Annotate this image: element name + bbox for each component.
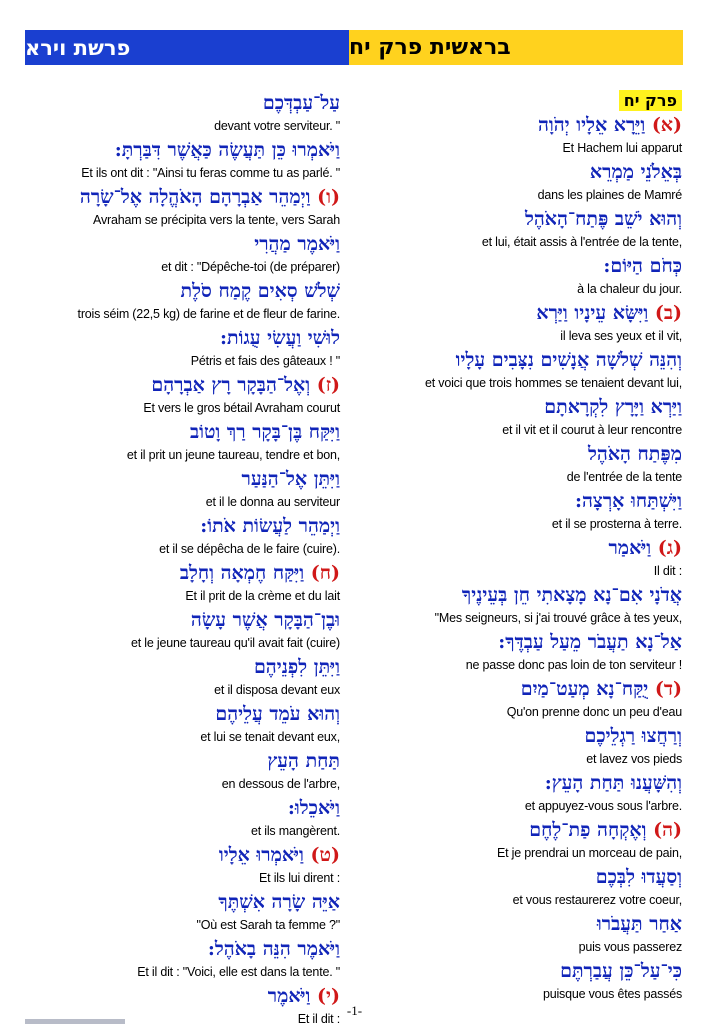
verse-number: (ט) [310,844,340,866]
hebrew-text: וְסַעֲדוּ לִבְּכֶם [595,866,682,888]
hebrew-verse-line [544,394,682,420]
verse-number: (ג) [657,537,682,559]
french-translation-line: Et il dit : "Voici, elle est dans la tente. " [137,965,340,979]
french-translation-line: Et je prendrai un morceau de pain, [497,846,682,860]
french-translation-line: et lui se tenait devant eux, [200,730,340,744]
french-translation-line: et lavez vos pieds [586,752,682,766]
hebrew-verse-line [521,676,682,702]
hebrew-verse-line [254,231,340,257]
french-translation-line: Et il prit de la crème et du lait [185,589,340,603]
hebrew-text: וַיִּתֵּן אֶל־הַנַּעַר [241,468,340,490]
hebrew-verse-line [180,560,340,586]
hebrew-verse-line [608,535,682,561]
french-translation-line: "Mes seigneurs, si j'ai trouvé grâce à tes yeux, [434,611,682,625]
french-translation-line: et lui, était assis à l'entrée de la tente, [481,235,682,249]
hebrew-text: לוּשִׁי וַעֲשִׂי עֻגוֹת: [220,327,340,349]
hebrew-text: וַיִּתֵּן לִפְנֵיהֶם [253,656,340,678]
hebrew-text: וַיְמַהֵר לַעֲשׂוֹת אֹתוֹ: [200,515,340,537]
hebrew-verse-line [288,795,340,821]
chapter-label: פרק יח [619,90,682,111]
hebrew-text: וְרַחֲצוּ רַגְלֵיכֶם [584,725,682,747]
hebrew-verse-line [220,325,340,351]
hebrew-text: יֻקַּח־נָא מְעַט־מַיִם [520,678,649,700]
verse-number: (י) [317,985,340,1007]
page-number: -1- [346,1003,363,1018]
hebrew-text: וְאֶקְחָה פַת־לֶחֶם [529,819,647,841]
bottom-strip [25,1019,125,1024]
hebrew-verse-line [267,748,340,774]
hebrew-text: וְהוּא יֹשֵׁב פֶּתַח־הָאֹהֶל [524,208,682,230]
hebrew-text: וַיֹּאמֶר הִנֵּה בָאֹהֶל: [207,938,340,960]
french-translation-line: et appuyez-vous sous l'arbre. [524,799,682,813]
hebrew-text: וַיֹּאמְרוּ אֵלָיו [218,844,304,866]
hebrew-verse-line [590,159,682,185]
french-translation-line: et il vit et il courut à leur rencontre [502,423,682,437]
french-translation-line: et vous restaurerez votre coeur, [512,893,682,907]
verse-number: (ד) [654,678,682,700]
hebrew-verse-line [529,817,682,843]
hebrew-verse-line [208,936,340,962]
hebrew-verse-line [525,206,682,232]
hebrew-text: וַיֵּרָא אֵלָיו יְהֹוָה [537,114,646,136]
hebrew-text: וְהוּא עֹמֵד עֲלֵיהֶם [215,703,340,725]
french-translation-line: Qu'on prenne donc un peu d'eau [506,705,682,719]
hebrew-text: מִפֶּתַח הָאֹהֶל [588,443,682,465]
french-translation-line: de l'entrée de la tente [566,470,682,484]
hebrew-text: שְׁלֹשׁ סְאִים קֶמַח סֹלֶת [180,280,340,302]
hebrew-text: וּבֶן־הַבָּקָר אֲשֶׁר עָשָׂה [190,609,340,631]
hebrew-verse-line [596,864,682,890]
hebrew-text: אֲדֹנָי אִם־נָא מָצָאתִי חֵן בְּעֵינֶיךָ [461,584,682,606]
hebrew-verse-line [456,347,682,373]
hebrew-verse-line [498,629,682,655]
hebrew-text: אַיֵּה שָׂרָה אִשְׁתֶּךָ [218,891,340,913]
french-translation-line: Et ils ont dit : "Ainsi tu feras comme tu as parlé. " [81,166,340,180]
hebrew-text: וְהִשָּׁעֲנוּ תַּחַת הָעֵץ: [544,772,682,794]
hebrew-verse-line [263,90,340,116]
hebrew-verse-line [181,278,340,304]
hebrew-text: וַיִּקַּח בֶּן־בָּקָר רַךְ וָטוֹב [189,421,340,443]
page-header [25,30,683,65]
hebrew-verse-line [597,911,682,937]
french-translation-line: en dessous de l'arbre, [221,777,340,791]
hebrew-verse-line [538,112,682,138]
french-translation-line: Avraham se précipita vers la tente, vers Sarah [93,213,340,227]
hebrew-verse-line [190,419,340,445]
hebrew-text: וַיַּרְא וַיָּרָץ לִקְרָאתָם [544,396,682,418]
hebrew-text: וַיֹּאמֶר מַהֲרִי [254,233,340,255]
hebrew-verse-line [588,441,682,467]
french-translation-line: Et il dit : [297,1012,340,1026]
french-translation-line: et le jeune taureau qu'il avait fait (cuire) [131,636,340,650]
french-translation-line: "Où est Sarah ta femme ?" [196,918,340,932]
verse-number: (א) [651,114,682,136]
hebrew-text: וַיִּשְׁתַּחוּ אָרְצָה: [574,490,682,512]
hebrew-verse-line [560,958,682,984]
french-translation-line: trois séim (22,5 kg) de farine et de fleur de farine. [77,307,340,321]
left-column [40,90,340,1030]
french-translation-line: Il dit : [653,564,682,578]
hebrew-text: וַיֹּאמַר [608,537,652,559]
hebrew-verse-line [585,723,683,749]
hebrew-text: עַל־עַבְדְּכֶם [262,92,340,114]
verse-number: (ח) [310,562,340,584]
hebrew-verse-line [242,466,340,492]
french-translation-line: et dit : "Dépêche-toi (de préparer) [161,260,340,274]
french-translation-line: et il le donna au serviteur [205,495,340,509]
hebrew-verse-line [575,488,682,514]
hebrew-verse-line [603,253,682,279]
verse-number: (ב) [654,302,682,324]
hebrew-text: כְּחֹם הַיּוֹם: [603,255,682,277]
hebrew-text: וַיִּשָּׂא עֵינָיו וַיַּרְא [536,302,649,324]
parasha-title: פרשת וירא [25,30,349,65]
hebrew-verse-line [219,842,340,868]
right-column [382,90,682,1005]
french-translation-line: et il disposa devant eux [214,683,340,697]
french-translation-line: dans les plaines de Mamré [537,188,682,202]
hebrew-text: וַיֹּאמְרוּ כֵּן תַּעֲשֶׂה כַּאֲשֶׁר דִּבַּרְתָּ: [114,139,340,161]
french-translation-line: puisque vous êtes passés [542,987,682,1001]
hebrew-text: תַּחַת הָעֵץ [267,750,340,772]
hebrew-verse-line [191,607,340,633]
hebrew-text: כִּי־עַל־כֵּן עֲבַרְתֶּם [560,960,682,982]
hebrew-text: וַיֹּאמֶר [267,985,311,1007]
french-translation-line: puis vous passerez [578,940,682,954]
verse-number: (ז) [316,374,340,396]
hebrew-verse-line [215,701,340,727]
hebrew-text: וְאֶל־הַבָּקָר רָץ אַבְרָהָם [151,374,311,396]
verse-number: (ו) [317,186,340,208]
book-chapter-title: בראשית פרק יח [349,30,683,65]
french-translation-line: et voici que trois hommes se tenaient devant lui, [424,376,682,390]
french-translation-line: et il se dépêcha de le faire (cuire). [159,542,340,556]
hebrew-text: וַיְמַהֵר אַבְרָהָם הָאֹהֱלָה אֶל־שָׂרָה [79,186,311,208]
hebrew-text: אַל־נָא תַעֲבֹר מֵעַל עַבְדֶּךָ: [498,631,682,653]
hebrew-verse-line [80,184,340,210]
hebrew-text: וַיִּקַּח חֶמְאָה וְחָלָב [179,562,305,584]
french-translation-line: Pétris et fais des gâteaux ! " [190,354,340,368]
hebrew-verse-line [200,513,340,539]
hebrew-text: בְּאֵלֹנֵי מַמְרֵא [589,161,682,183]
verse-number: (ה) [653,819,682,841]
french-translation-line: Et Hachem lui apparut [562,141,682,155]
hebrew-verse-line [536,300,682,326]
french-translation-line: devant votre serviteur. " [214,119,340,133]
hebrew-verse-line [462,582,682,608]
hebrew-text: אַחַר תַּעֲבֹרוּ [596,913,682,935]
french-translation-line: à la chaleur du jour. [577,282,682,296]
hebrew-verse-line [545,770,682,796]
hebrew-verse-line [151,372,340,398]
french-translation-line: Et vers le gros bétail Avraham courut [143,401,340,415]
french-translation-line: et ils mangèrent. [250,824,340,838]
french-translation-line: il leva ses yeux et il vit, [560,329,682,343]
hebrew-verse-line [218,889,340,915]
french-translation-line: et il prit un jeune taureau, tendre et bon, [126,448,340,462]
hebrew-verse-line [115,137,340,163]
hebrew-text: וַיֹּאכֵלוּ: [287,797,340,819]
hebrew-verse-line [254,654,340,680]
french-translation-line: ne passe donc pas loin de ton serviteur ! [465,658,682,672]
hebrew-text: וְהִנֵּה שְׁלֹשָׁה אֲנָשִׁים נִצָּבִים עָלָיו [455,349,682,371]
french-translation-line: et il se prosterna à terre. [551,517,682,531]
french-translation-line: Et ils lui dirent : [259,871,340,885]
